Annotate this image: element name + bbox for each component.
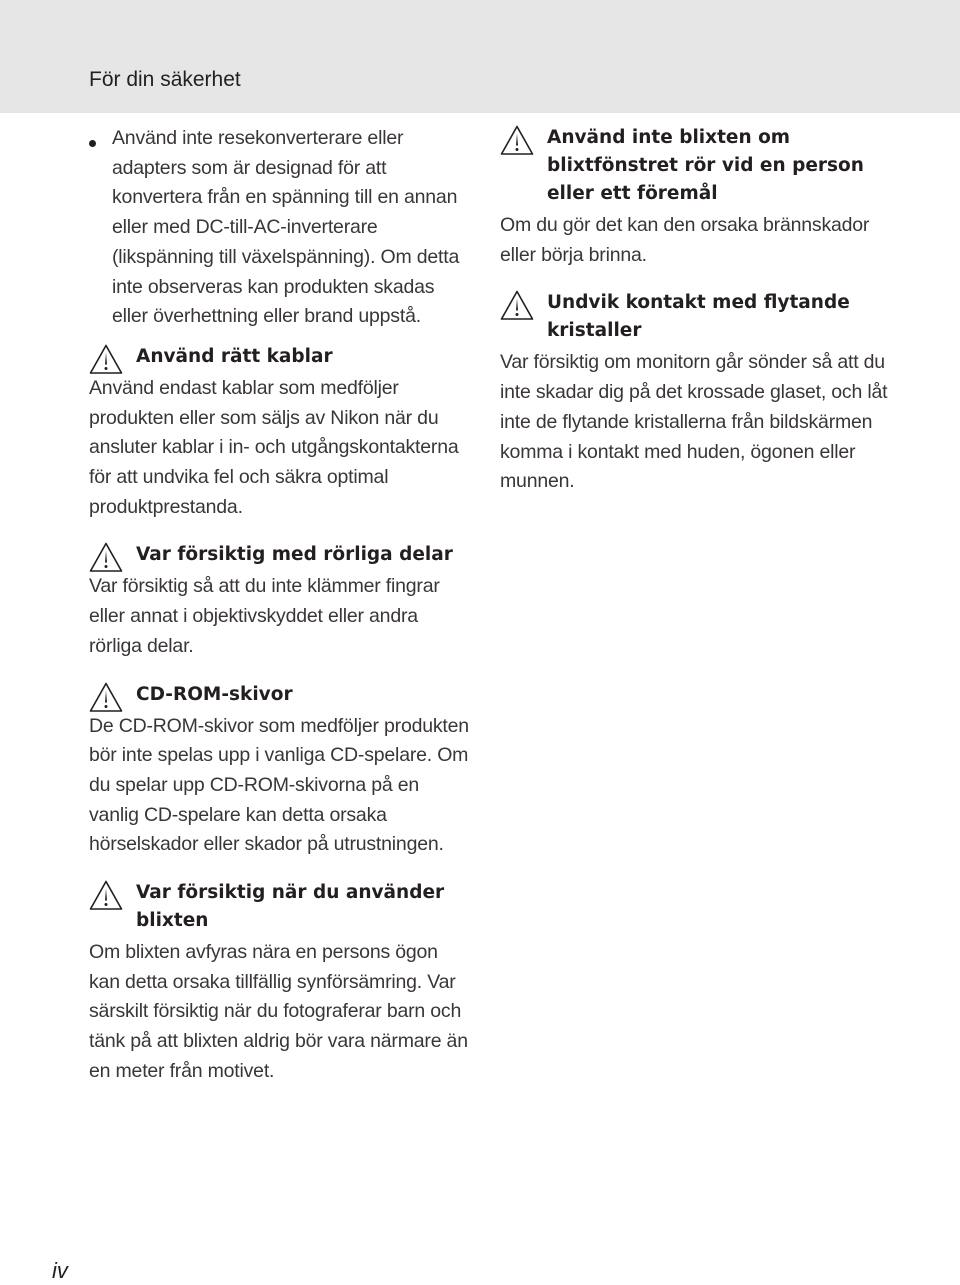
section-heading: [89, 879, 469, 935]
section-flash-contact: [500, 124, 890, 270]
page-header-title: För din säkerhet: [89, 68, 241, 91]
page-number: iv: [52, 1258, 68, 1283]
section-moving-parts: [89, 541, 469, 661]
section-title: Använd inte blixten om blixtfönstret rör vid en person eller ett föremål: [547, 127, 864, 204]
section-heading: [89, 681, 469, 709]
section-body: Om blixten avfyras nära en persons ögon kan detta orsaka tillfällig synförsämring. Var särskilt försiktig när du fotograferar barn och tänk på att blixten aldrig bör vara närmare än en meter från motivet.: [89, 941, 468, 1082]
section-title: CD-ROM-skivor: [136, 683, 293, 705]
section-title: Var försiktig med rörliga delar: [136, 544, 453, 566]
warning-triangle-icon: [89, 682, 125, 714]
section-heading: [89, 343, 469, 371]
section-title: Undvik kontakt med flytande kristaller: [547, 292, 850, 342]
section-body: De CD-ROM-skivor som medföljer produkten bör inte spelas upp i vanliga CD-spelare. Om du spelar upp CD-ROM-skivorna på en vanlig CD-spelare kan detta orsaka hörselskador eller skador på utrustningen.: [89, 714, 469, 856]
bullet-item: [89, 124, 469, 332]
warning-triangle-icon: [500, 290, 536, 322]
bullet-dot: [89, 140, 96, 147]
section-title: Var försiktig när du använder blixten: [136, 882, 445, 932]
section-heading: [500, 289, 890, 345]
bullet-text: Använd inte resekonverterare eller adapters som är designad för att konvertera från en spänning till en annan eller med DC-till-AC-inverterare (likspänning till växelspänning). Om detta inte observeras kan produkten skadas eller överhettning eller brand uppstå.: [112, 127, 460, 328]
header-band: [0, 0, 960, 113]
section-flash-caution: [89, 879, 469, 1087]
section-heading: [500, 124, 890, 208]
section-title: Använd rätt kablar: [136, 345, 333, 367]
warning-triangle-icon: [89, 880, 125, 912]
section-body: Om du gör det kan den orsaka brännskador eller börja brinna.: [500, 214, 870, 266]
right-column: [500, 124, 890, 516]
section-heading: [89, 541, 469, 569]
section-cd-rom: [89, 681, 469, 861]
section-cables: [89, 343, 469, 523]
warning-triangle-icon: [500, 125, 536, 157]
warning-triangle-icon: [89, 542, 125, 574]
section-body: Använd endast kablar som medföljer produkten eller som säljs av Nikon när du ansluter kablar i in- och utgångskontakterna för att undvika fel och säkra optimal produktprestanda.: [89, 376, 459, 518]
left-column: [89, 124, 469, 1106]
section-liquid-crystals: [500, 289, 890, 497]
warning-triangle-icon: [89, 344, 125, 376]
section-body: Var försiktig så att du inte klämmer fingrar eller annat i objektivskyddet eller andra rörliga delar.: [89, 575, 440, 657]
section-body: Var försiktig om monitorn går sönder så att du inte skadar dig på det krossade glaset, och låt inte de flytande kristallerna från bildskärmen komma i kontakt med huden, ögonen eller munnen.: [500, 351, 888, 493]
